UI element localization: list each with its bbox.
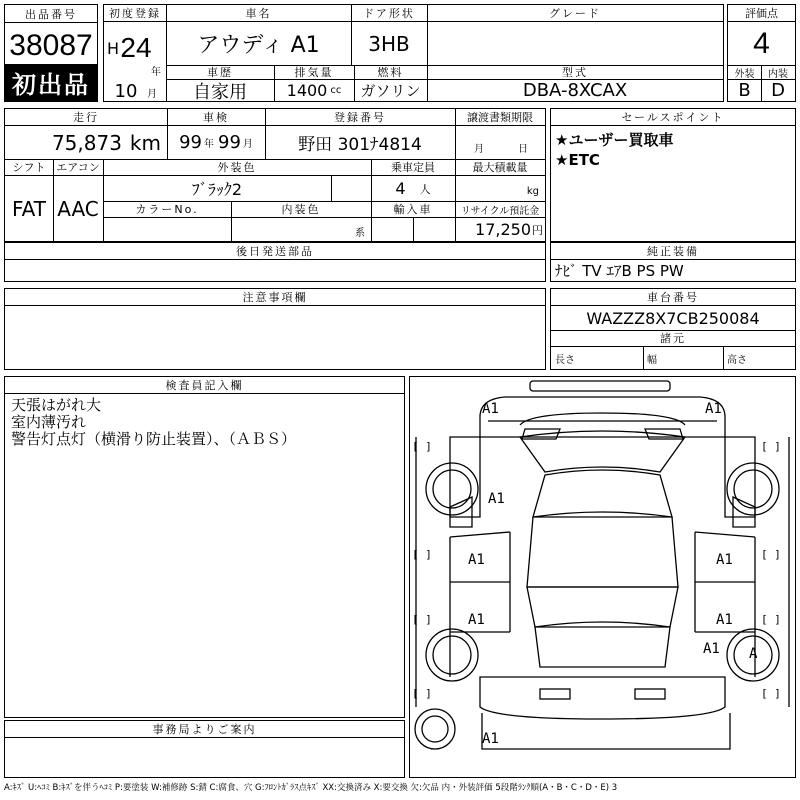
inspector-note-3: 警告灯点灯（横滑り防止装置）、（ＡＢＳ） xyxy=(11,430,297,448)
length-label: 長さ xyxy=(555,354,575,366)
color-no-label: カラーNo. xyxy=(135,203,199,216)
insp-month-unit: 月 xyxy=(242,139,253,150)
recycle-value: 17,250 xyxy=(475,220,531,239)
max-load-label: 最大積載量 xyxy=(472,161,528,174)
grade-value xyxy=(427,22,723,65)
mark-left-rear-door: A1 xyxy=(468,612,485,628)
mark-front-right-bumper: A1 xyxy=(705,401,722,417)
seats-value-cell xyxy=(371,176,455,201)
sales-point-2: ★ETC xyxy=(555,151,600,169)
shift-label: シフト xyxy=(12,161,46,174)
history-label: 車歴 xyxy=(207,66,233,79)
mark-front-left-bumper: A1 xyxy=(482,401,499,417)
transfer-month: 月 xyxy=(474,143,484,155)
inspection-label: 車検 xyxy=(203,111,229,124)
transfer-day: 日 xyxy=(518,143,528,155)
import-label: 輸入車 xyxy=(393,203,433,216)
info-box-top xyxy=(103,4,724,102)
recycle-value-cell xyxy=(455,218,545,241)
caution-box xyxy=(4,288,546,370)
mileage-value-cell xyxy=(5,126,167,159)
door-shape-label: ドア形状 xyxy=(363,7,415,20)
dimensions-label: 諸元 xyxy=(660,332,686,345)
bracket-left-rear: [ ] xyxy=(412,613,432,626)
first-reg-label: 初度登録 xyxy=(109,7,161,20)
recycle-unit: 円 xyxy=(532,223,543,237)
inspector-box xyxy=(4,376,405,718)
interior-label: 内装 xyxy=(768,68,788,79)
genuine-equip-box xyxy=(550,242,796,282)
reg-no-label: 登録番号 xyxy=(334,111,386,124)
mark-spare-tire: A1 xyxy=(482,731,499,747)
displacement-number: 1400 xyxy=(286,81,328,100)
car-name-value: アウディ A1 xyxy=(197,33,320,58)
bracket-left-bottom: [ ] xyxy=(412,687,432,700)
office-box xyxy=(4,720,405,778)
sales-point-box xyxy=(550,108,796,242)
aircon-value: AAC xyxy=(57,196,99,221)
int-color-suffix: 系 xyxy=(355,227,365,239)
month-unit: 月 xyxy=(147,88,157,99)
info-box-middle xyxy=(4,108,546,242)
chassis-label: 車台番号 xyxy=(647,291,699,304)
mileage-value: 75,873 xyxy=(51,130,122,155)
ext-color-value: ﾌﾞﾗｯｸ2 xyxy=(191,180,243,199)
caution-label: 注意事項欄 xyxy=(242,291,308,304)
bracket-right-bottom: [ ] xyxy=(761,687,781,700)
sales-point-1: ★ユーザー買取車 xyxy=(555,131,674,149)
bracket-left-front: [ ] xyxy=(412,440,432,453)
displacement-value xyxy=(274,80,354,101)
inspector-label: 検査員記入欄 xyxy=(165,379,244,392)
transfer-date-label: 譲渡書類期限 xyxy=(467,111,533,124)
shift-value: FAT xyxy=(11,196,46,221)
lot-no-value: 38087 xyxy=(9,29,93,62)
inspector-note-1: 天張はがれ大 xyxy=(11,396,102,414)
score-label: 評価点 xyxy=(745,7,778,20)
genuine-equip-label: 純正装備 xyxy=(647,245,699,258)
chassis-box xyxy=(550,288,796,370)
damage-legend: A:ｷｽﾞ U:ﾍｺﾐ B:ｷｽﾞを伴うﾍｺﾐ P:要塗装 W:補修跡 S:錆 C:腐食、穴 G:ﾌﾛﾝﾄｶﾞﾗｽ点ｷｽﾞ XX:交換済み X:要交換 欠:欠品 内・外装評価 5段階ﾗﾝｸ順(A・B・C・D・E) 3 xyxy=(4,783,618,793)
mark-left-door: A1 xyxy=(468,552,485,568)
score-box xyxy=(727,4,796,102)
era-value: H xyxy=(106,38,120,58)
door-shape-value: 3HB xyxy=(368,31,410,56)
ext-color-label: 外装色 xyxy=(217,161,257,174)
model-code-value: DBA-8XCAX xyxy=(522,80,628,101)
bracket-right-front: [ ] xyxy=(761,440,781,453)
inspector-note-2: 室内薄汚れ xyxy=(11,413,87,431)
interior-value: D xyxy=(771,80,785,101)
bracket-left-mid: [ ] xyxy=(412,548,432,561)
lot-no-label: 出品番号 xyxy=(25,7,77,21)
office-label: 事務局よりご案内 xyxy=(152,723,257,736)
height-label: 高さ xyxy=(727,354,747,366)
mark-left-fender: A1 xyxy=(488,491,505,507)
first-listing-badge: 初出品 xyxy=(5,64,97,101)
displacement-unit: cc xyxy=(330,85,342,96)
mileage-label: 走行 xyxy=(73,111,99,124)
exterior-label: 外装 xyxy=(734,68,755,79)
seats-unit: 人 xyxy=(419,182,431,196)
car-name-label: 車名 xyxy=(245,7,272,20)
history-value: 自家用 xyxy=(193,81,247,101)
year-unit: 年 xyxy=(151,66,161,77)
month-value: 10 xyxy=(114,81,138,101)
mark-right-rear-wheel: A xyxy=(749,646,758,662)
insp-year-value: 99 xyxy=(179,132,202,153)
later-parts-label: 後日発送部品 xyxy=(236,245,314,258)
recycle-label: リサイクル預託金 xyxy=(460,205,540,217)
fuel-label: 燃料 xyxy=(377,66,404,79)
insp-year-unit: 年 xyxy=(204,139,214,150)
mark-right-quarter: A1 xyxy=(703,641,720,657)
grade-label: グレード xyxy=(549,7,601,20)
inspection-value-cell xyxy=(167,126,265,159)
bracket-right-mid: [ ] xyxy=(761,548,781,561)
genuine-equip-value: ﾅﾋﾞ TV ｴｱB PS PW xyxy=(555,262,684,280)
displacement-label: 排気量 xyxy=(294,66,334,79)
later-parts-box xyxy=(4,242,546,282)
sales-point-label: セールスポイント xyxy=(621,111,725,124)
model-code-label: 型式 xyxy=(562,66,588,79)
car-outline-svg xyxy=(410,377,795,777)
seats-label: 乗車定員 xyxy=(391,161,435,174)
bracket-right-rear: [ ] xyxy=(761,613,781,626)
score-value: 4 xyxy=(753,26,770,60)
reg-no-value: 野田 301ﾅ4814 xyxy=(298,135,422,155)
chassis-value: WAZZZ8X7CB250084 xyxy=(586,308,760,328)
seats-value: 4 xyxy=(395,179,406,198)
mileage-unit: km xyxy=(129,130,161,155)
fuel-value: ガソリン xyxy=(360,82,421,100)
mark-right-rear-door: A1 xyxy=(716,612,733,628)
int-color-label: 内装色 xyxy=(281,203,321,216)
width-label: 幅 xyxy=(647,354,657,366)
exterior-value: B xyxy=(738,80,751,101)
mark-right-door: A1 xyxy=(716,552,733,568)
insp-month-value: 99 xyxy=(218,132,241,153)
load-unit: kg xyxy=(526,185,539,197)
aircon-label: エアコン xyxy=(56,161,100,174)
car-diagram xyxy=(409,376,796,778)
year-value: 24 xyxy=(120,32,152,63)
